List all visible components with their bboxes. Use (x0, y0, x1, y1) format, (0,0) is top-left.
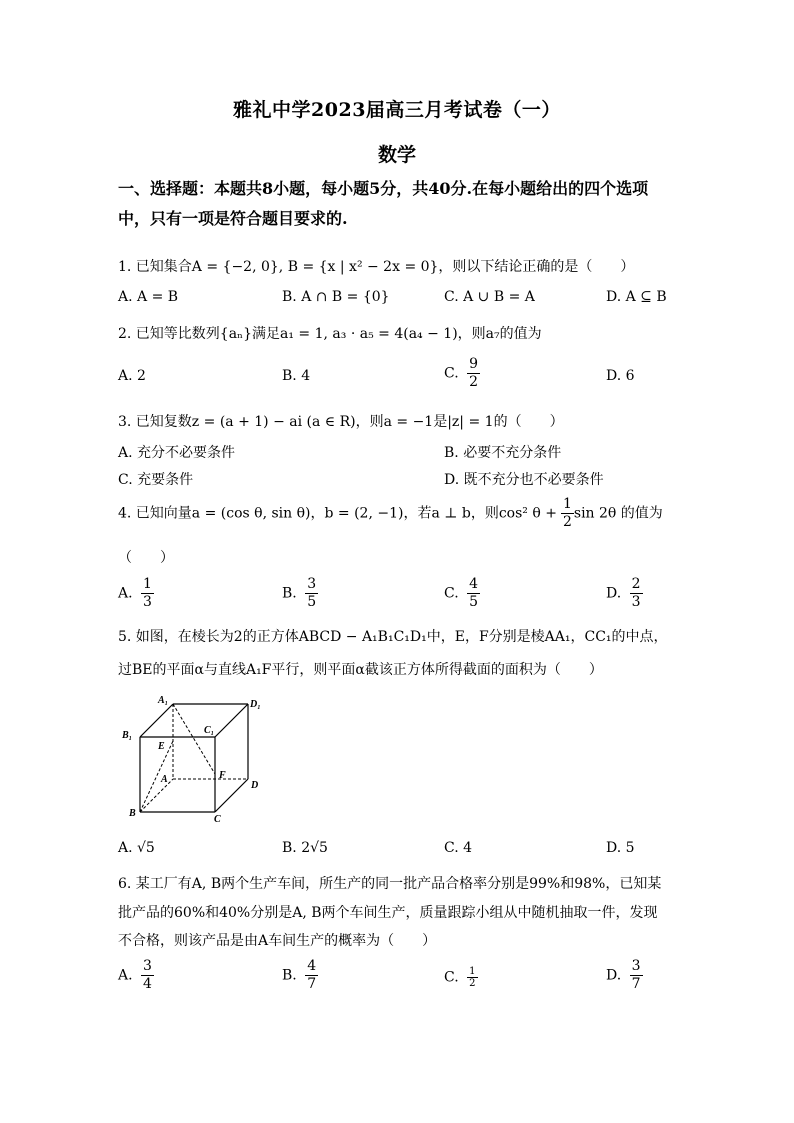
q5-stem-line-1: 5. 如图，在棱长为2的正方体ABCD − A₁B₁C₁D₁中，E，F分别是棱AA₁，CC₁的中点， (118, 629, 668, 645)
q2-option-a: A. 2 (118, 368, 146, 384)
segment-a1-f (173, 704, 215, 774)
label-a: A (161, 774, 168, 785)
fraction-numerator: 1 (469, 966, 476, 977)
q5-option-d: D. 5 (606, 840, 635, 856)
label-c1: C₁ (204, 725, 215, 736)
edge-c1-d1 (215, 704, 248, 737)
q5-option-b: B. 2√5 (282, 840, 328, 856)
q4-stem (118, 496, 663, 531)
q2-option-c-label: C. (444, 365, 459, 382)
fraction-denominator: 7 (307, 976, 317, 992)
fraction-numerator: 4 (469, 576, 479, 592)
fraction-denominator: 7 (631, 976, 641, 992)
label-d: D (251, 780, 259, 791)
fraction-denominator: 2 (469, 978, 476, 989)
fraction-numerator: 3 (631, 958, 641, 974)
q6-option-c (444, 966, 478, 989)
q6-stem-line-2: 批产品的60%和40%分别是A, B两个车间生产，质量跟踪小组从中随机抽取一件，发现 (118, 905, 658, 921)
fraction-numerator: 9 (469, 356, 479, 372)
q1-option-d: D. A ⊆ B (606, 289, 667, 305)
q3-stem: 3. 已知复数z = (a + 1) − ai (a ∈ R)，则a = −1是|z| = 1的（ ） (118, 414, 564, 430)
q4-stem-post: sin 2θ 的值为 (573, 505, 663, 522)
section-heading-line-1: 一、选择题：本题共8小题，每小题5分，共40分.在每小题给出的四个选项 (118, 179, 649, 198)
q4-option-d (606, 576, 643, 611)
label-b1: B₁ (122, 730, 133, 741)
q1-stem: 1. 已知集合A = {−2, 0}, B = {x | x² − 2x = 0}，则以下结论正确的是（ ） (118, 259, 635, 275)
q1-option-c: C. A ∪ B = A (444, 289, 535, 305)
label-f: F (219, 770, 226, 781)
q4-option-a-label: A. (118, 585, 133, 602)
q2-option-c-fraction (467, 356, 480, 391)
label-e: E (158, 741, 165, 752)
cube-figure (118, 692, 278, 827)
q4-option-c (444, 576, 480, 611)
q4-option-a-fraction (141, 576, 154, 611)
q1-option-a: A. A = B (118, 289, 179, 305)
fraction-numerator: 4 (307, 958, 317, 974)
label-a1: A₁ (158, 695, 169, 706)
q5-stem-line-2: 过BE的平面α与直线A₁F平行，则平面α截该正方体所得截面的面积为（ ） (118, 662, 603, 678)
q6-option-b-label: B. (282, 967, 297, 984)
fraction-denominator: 5 (469, 594, 479, 610)
q6-option-c-label: C. (444, 969, 459, 986)
label-d1: D₁ (250, 699, 261, 710)
q4-option-b-fraction (305, 576, 318, 611)
fraction-numerator: 1 (562, 496, 572, 512)
edge-b1-a1 (140, 704, 173, 737)
q6-option-c-fraction (467, 966, 477, 989)
fraction-numerator: 2 (631, 576, 641, 592)
fraction-denominator: 3 (143, 594, 152, 610)
label-b: B (129, 808, 136, 819)
q4-blank: （ ） (118, 550, 174, 566)
q4-stem-pre: 4. 已知向量a = (cos θ, sin θ)，b = (2, −1)，若a ⊥ b，则cos² θ + (118, 505, 557, 522)
q6-stem-line-3: 不合格，则该产品是由A车间生产的概率为（ ） (118, 933, 437, 949)
fraction-denominator: 2 (562, 514, 572, 530)
q6-option-d-fraction (630, 958, 643, 993)
exam-title: 雅礼中学2023届高三月考试卷（一） (233, 99, 561, 121)
q4-option-a (118, 576, 154, 611)
q4-option-c-label: C. (444, 585, 459, 602)
q6-option-a-fraction (141, 958, 154, 993)
fraction-numerator: 3 (307, 576, 317, 592)
q4-option-c-fraction (467, 576, 480, 611)
q5-option-a: A. √5 (118, 840, 155, 856)
fraction-denominator: 5 (307, 594, 317, 610)
edge-c-d (215, 779, 248, 812)
q6-option-a (118, 958, 154, 993)
segment-b-e (140, 741, 173, 812)
q6-option-b (282, 958, 318, 993)
q2-option-b: B. 4 (282, 368, 311, 384)
q4-option-b (282, 576, 318, 611)
q4-stem-fraction (561, 496, 574, 531)
q3-option-a: A. 充分不必要条件 (118, 445, 236, 461)
q3-option-c: C. 充要条件 (118, 472, 194, 488)
exam-subject: 数学 (377, 144, 416, 166)
q4-option-d-label: D. (606, 585, 622, 602)
q2-option-d: D. 6 (606, 368, 635, 384)
q6-option-d (606, 958, 643, 993)
q5-option-c: C. 4 (444, 840, 473, 856)
q3-option-d: D. 既不充分也不必要条件 (444, 472, 604, 488)
fraction-denominator: 4 (143, 976, 152, 992)
fraction-numerator: 3 (143, 958, 152, 974)
q2-option-c (444, 356, 480, 391)
q6-option-d-label: D. (606, 967, 622, 984)
q4-option-d-fraction (630, 576, 643, 611)
q1-option-b: B. A ∩ B = {0} (282, 289, 390, 305)
q6-stem-line-1: 6. 某工厂有A, B两个生产车间，所生产的同一批产品合格率分别是99%和98%，已知某 (118, 876, 662, 892)
fraction-denominator: 2 (469, 374, 479, 390)
q4-option-b-label: B. (282, 585, 297, 602)
q2-stem: 2. 已知等比数列{aₙ}满足a₁ = 1, a₃ · a₅ = 4(a₄ − 1)，则a₇的值为 (118, 326, 542, 342)
section-heading-line-2: 中，只有一项是符合题目要求的. (118, 209, 348, 228)
q6-option-b-fraction (305, 958, 318, 993)
q3-option-b: B. 必要不充分条件 (444, 445, 562, 461)
fraction-denominator: 3 (631, 594, 641, 610)
edge-b-a (140, 779, 173, 812)
label-c: C (214, 814, 221, 825)
q6-option-a-label: A. (118, 967, 133, 984)
fraction-numerator: 1 (143, 576, 152, 592)
